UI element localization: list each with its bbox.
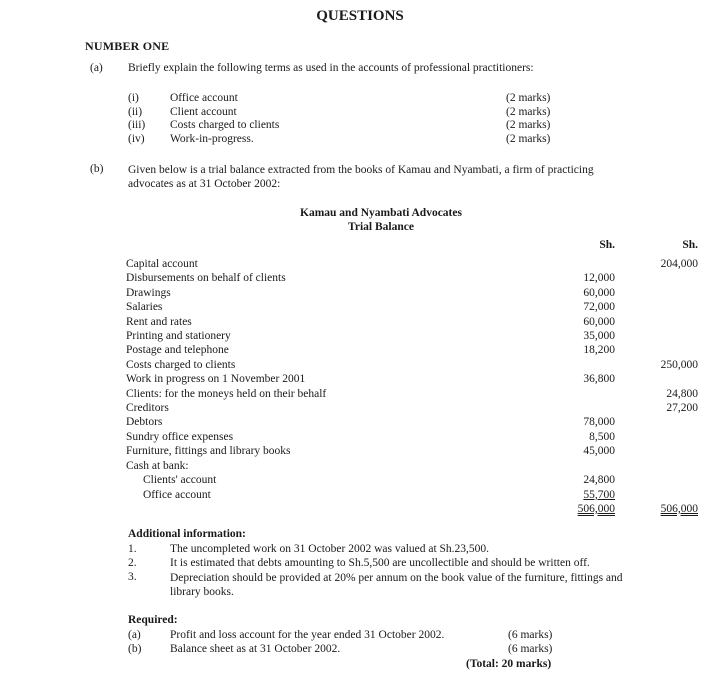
page-title: QUESTIONS <box>316 8 404 24</box>
total-marks: (Total: 20 marks) <box>466 658 552 670</box>
table-row <box>126 329 698 343</box>
trial-balance-title: Kamau and Nyambati Advocates <box>300 207 462 219</box>
row-label: Furniture, fittings and library books <box>126 445 291 458</box>
debit-cell: 45,000 <box>583 445 615 458</box>
credit-cell <box>615 315 698 329</box>
total-debit: 506,000 <box>577 502 615 515</box>
list-number: (ii) <box>128 105 143 118</box>
table-row <box>126 300 698 314</box>
table-row <box>126 343 698 357</box>
table-header-row <box>126 237 698 257</box>
part-a-label: (a) <box>90 62 103 74</box>
debit-cell: 60,000 <box>583 286 615 299</box>
marks: (2 marks) <box>506 105 551 118</box>
row-label: Costs charged to clients <box>126 358 236 371</box>
column-header: Sh. <box>599 239 615 251</box>
row-label: Disbursements on behalf of clients <box>126 272 286 285</box>
marks: (6 marks) <box>508 629 553 641</box>
table-row <box>126 459 698 473</box>
list-number: 1. <box>128 543 137 555</box>
credit-cell: 27,200 <box>666 402 698 415</box>
part-a-marks <box>506 92 550 146</box>
table-row <box>126 387 698 401</box>
trial-balance-table <box>126 237 698 516</box>
column-header: Sh. <box>682 239 698 251</box>
table-row <box>126 415 698 429</box>
table-row <box>126 488 698 502</box>
part-a-terms <box>170 92 279 146</box>
marks: (6 marks) <box>508 643 553 655</box>
credit-cell: 24,800 <box>666 387 698 400</box>
debit-cell: 8,500 <box>589 430 615 443</box>
list-number: (i) <box>128 92 139 104</box>
debit-cell <box>443 459 615 473</box>
debit-cell <box>443 358 615 372</box>
debit-cell: 60,000 <box>583 315 615 328</box>
list-number: 2. <box>128 557 137 569</box>
credit-cell <box>615 271 698 285</box>
table-row <box>126 401 698 415</box>
list-number: (b) <box>128 643 142 655</box>
table-row <box>126 473 698 487</box>
debit-cell: 24,800 <box>583 474 615 487</box>
credit-cell: 204,000 <box>660 258 698 270</box>
debit-cell <box>443 257 615 271</box>
debit-cell: 72,000 <box>583 301 615 314</box>
list-item: Costs charged to clients <box>170 119 280 131</box>
credit-cell <box>615 343 698 357</box>
row-label: Postage and telephone <box>126 344 229 357</box>
row-label: Office account <box>143 488 211 501</box>
part-a-text: Briefly explain the following terms as used in the accounts of professional practitioners: <box>128 62 534 74</box>
list-number: (a) <box>128 629 141 641</box>
row-label: Clients: for the moneys held on their behalf <box>126 387 327 400</box>
list-item: The uncompleted work on 31 October 2002 was valued at Sh.23,500. <box>170 543 490 555</box>
part-b-label: (b) <box>90 163 104 175</box>
debit-cell: 35,000 <box>583 330 615 343</box>
table-row <box>126 286 698 300</box>
credit-cell <box>615 300 698 314</box>
list-item: Work-in-progress. <box>170 132 254 145</box>
debit-cell <box>443 401 615 415</box>
table-total-row <box>126 502 698 516</box>
credit-cell <box>615 372 698 386</box>
trial-balance-subtitle: Trial Balance <box>348 221 414 233</box>
list-item: Office account <box>170 92 238 104</box>
table-row <box>126 315 698 329</box>
credit-cell <box>615 473 698 487</box>
credit-cell <box>615 430 698 444</box>
row-label: Cash at bank: <box>126 459 189 472</box>
credit-cell <box>615 459 698 473</box>
list-number: 3. <box>128 571 137 583</box>
additional-heading: Additional information: <box>128 528 246 540</box>
table-row <box>126 271 698 285</box>
row-label: Capital account <box>126 258 198 270</box>
credit-cell <box>615 286 698 300</box>
row-label: Drawings <box>126 286 171 299</box>
debit-cell: 55,700 <box>583 488 615 501</box>
row-label: Clients' account <box>143 474 217 487</box>
table-row <box>126 444 698 458</box>
row-label: Printing and stationery <box>126 330 231 343</box>
table-row <box>126 430 698 444</box>
debit-cell <box>443 387 615 401</box>
marks: (2 marks) <box>506 92 551 104</box>
section-heading: NUMBER ONE <box>85 39 170 53</box>
total-credit: 506,000 <box>660 502 698 515</box>
list-item: Client account <box>170 105 237 118</box>
list-item: Balance sheet as at 31 October 2002. <box>170 643 341 655</box>
row-label: Debtors <box>126 416 163 429</box>
part-a-numbers <box>128 92 145 146</box>
row-label: Salaries <box>126 301 163 314</box>
marks: (2 marks) <box>506 132 551 145</box>
row-label: Creditors <box>126 402 169 415</box>
row-label: Work in progress on 1 November 2001 <box>126 373 306 386</box>
list-number: (iii) <box>128 119 146 131</box>
credit-cell <box>615 488 698 502</box>
table-row <box>126 372 698 386</box>
marks: (2 marks) <box>506 119 551 131</box>
table-row <box>126 358 698 372</box>
row-label: Sundry office expenses <box>126 430 234 443</box>
credit-cell <box>615 415 698 429</box>
required-heading: Required: <box>128 614 178 626</box>
part-b-text: Given below is a trial balance extracted from the books of Kamau and Nyambati, a firm of practicing advocates as at 31 October 2002: <box>128 164 594 190</box>
credit-cell: 250,000 <box>660 358 698 371</box>
list-item: It is estimated that debts amounting to Sh.5,500 are uncollectible and should be written off. <box>170 557 590 569</box>
list-item: Profit and loss account for the year ended 31 October 2002. <box>170 629 445 641</box>
credit-cell <box>615 329 698 343</box>
credit-cell <box>615 444 698 458</box>
list-number: (iv) <box>128 132 145 145</box>
debit-cell: 12,000 <box>583 272 615 285</box>
list-item: Depreciation should be provided at 20% per annum on the book value of the furniture, fittings and library books. <box>170 572 623 598</box>
debit-cell: 78,000 <box>583 416 615 429</box>
debit-cell: 18,200 <box>583 344 615 357</box>
row-label: Rent and rates <box>126 315 192 328</box>
debit-cell: 36,800 <box>583 373 615 386</box>
table-row <box>126 257 698 271</box>
